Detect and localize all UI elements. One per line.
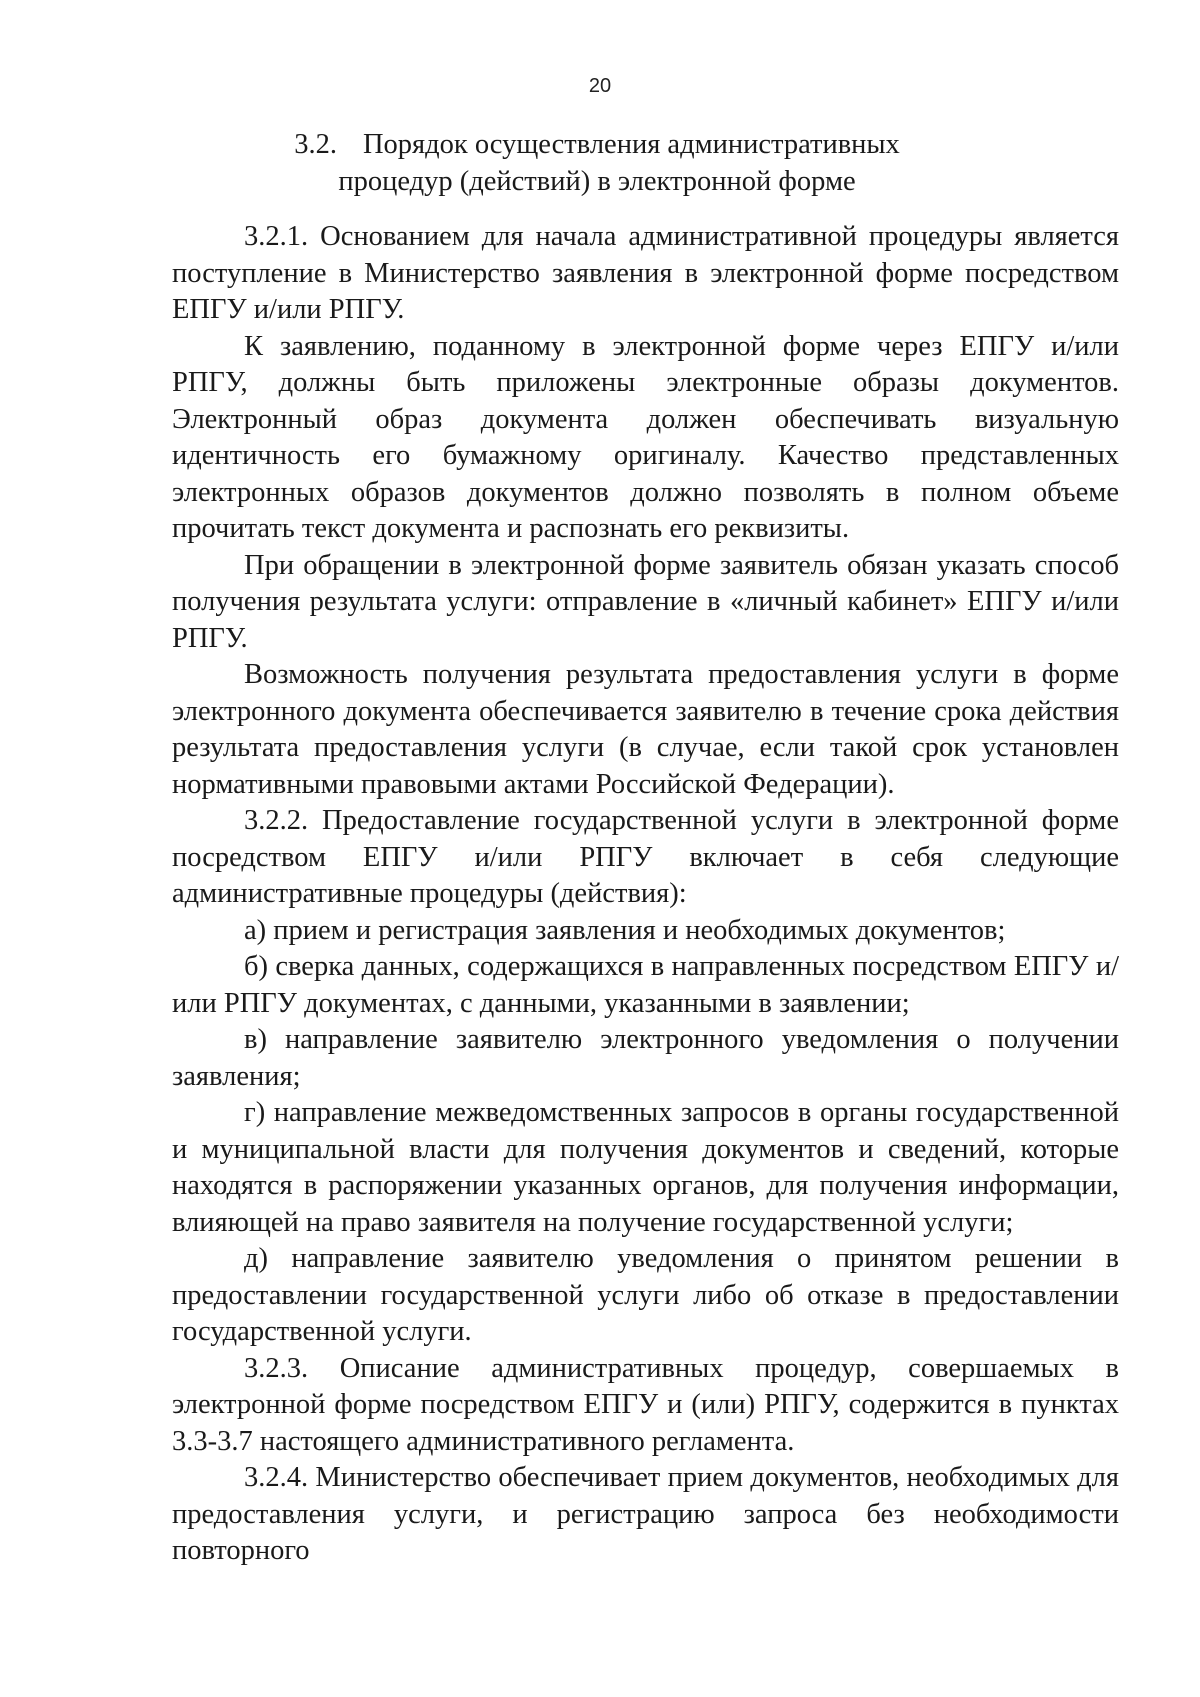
list-item-v: в) направление заявителю электронного уведомления о получении заявления; xyxy=(172,1024,1119,1092)
paragraph-result-method: При обращении в электронной форме заявитель обязан указать способ получения результата услуги: отправление в «личный кабинет» ЕПГУ и/или РПГУ. xyxy=(172,549,1119,654)
paragraph-3-2-1: 3.2.1. Основанием для начала административной процедуры является поступление в Министерство заявления в электронной форме посредством ЕПГУ и/или РПГУ. xyxy=(172,221,1119,325)
section-heading-line1 xyxy=(172,126,1022,163)
list-item-g: г) направление межведомственных запросов в органы государственной и муниципальной власти для получения документов и сведений, которые находятся в распоряжении указанных органов, для получения информации, влияющей на право заявителя на получение государственной услуги; xyxy=(172,1097,1119,1238)
list-item-b: б) сверка данных, содержащихся в направленных посредством ЕПГУ и/или РПГУ документах, с данными, указанными в заявлении; xyxy=(172,951,1119,1019)
document-body xyxy=(172,219,1119,1570)
section-number: 3.2. xyxy=(294,129,337,160)
page-number: 20 xyxy=(588,75,612,97)
list-item-a: а) прием и регистрация заявления и необходимых документов; xyxy=(244,914,1006,946)
paragraph-3-2-4: 3.2.4. Министерство обеспечивает прием документов, необходимых для предоставления услуги, и регистрацию запроса без необходимости повторного xyxy=(172,1462,1119,1566)
paragraph-3-2-3: 3.2.3. Описание административных процедур, совершаемых в электронной форме посредством ЕПГУ и (или) РПГУ, содержится в пунктах 3.3-3.7 настоящего административного регламента. xyxy=(172,1352,1119,1457)
paragraph-electronic-images: К заявлению, поданному в электронной форме через ЕПГУ и/или РПГУ, должны быть приложены электронные образы документов. Электронный образ документа должен обеспечивать визуальную идентичность его бумажному оригиналу. Качество представленных электронных образов документов должно позволять в полном объеме прочитать текст документа и распознать его реквизиты. xyxy=(172,330,1119,544)
section-title-line2: процедур (действий) в электронной форме xyxy=(338,166,856,197)
paragraph-electronic-document: Возможность получения результата предоставления услуги в форме электронного документа обеспечивается заявителю в течение срока действия результата предоставления услуги (в случае, если такой срок установлен нормативными правовыми актами Российской Федерации). xyxy=(172,659,1119,800)
paragraph-3-2-2: 3.2.2. Предоставление государственной услуги в электронной форме посредством ЕПГУ и/или РПГУ включает в себя следующие административные процедуры (действия): xyxy=(172,805,1119,909)
section-title-line1: Порядок осуществления административных xyxy=(362,129,900,160)
list-item-d: д) направление заявителю уведомления о принятом решении в предоставлении государственной услуги либо об отказе в предоставлении государственной услуги. xyxy=(172,1243,1119,1347)
section-heading xyxy=(172,126,1022,200)
